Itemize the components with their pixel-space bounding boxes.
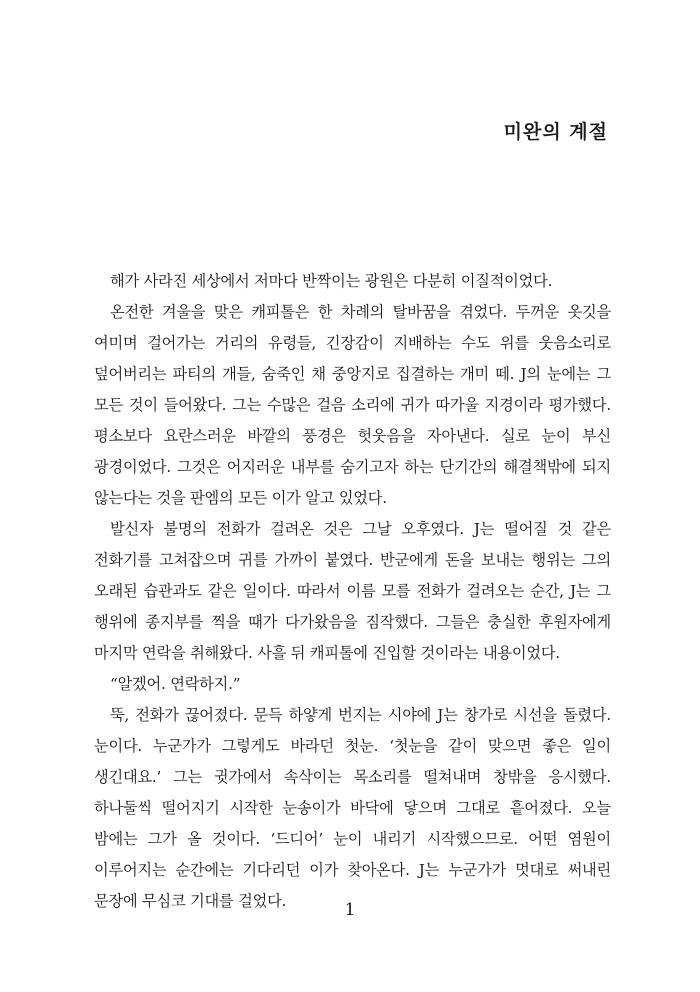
dialogue-line: “알겠어. 연락하지.” <box>110 675 241 693</box>
page-number: 1 <box>344 900 356 920</box>
paragraph: 뚝, 전화가 끊어졌다. 문득 하얗게 번지는 시야에 J는 창가로 시선을 돌렸다. 눈이다. 누군가가 그렇게도 바라던 첫눈. ‘첫눈을 같이 맞으면 좋은 일이 생긴대요.’ 그는 귓가에서 속삭이는 목소리를 떨쳐내며 창밖을 응시했다. 하나둘씩 떨어지기 시작한 눈송이가 바닥에 닿으며 그대로 흩어졌다. 오늘 밤에는 그가 올 것이다. ‘드디어’ 눈이 내리기 시작했으므로. 어떤 염원이 이루어지는 순간에는 기다리던 이가 찾아온다. J는 누군가가 멋대로 써내린 문장에 무심코 기대를 걸었다. <box>94 706 611 910</box>
paragraph: 발신자 불명의 전화가 걸려온 것은 그날 오후였다. J는 떨어질 것 같은 전화기를 고쳐잡으며 귀를 가까이 붙였다. 반군에게 돈을 보내는 행위는 그의 오래된 습관과도 같은 일이다. 따라서 이름 모를 전화가 걸려오는 순간, J는 그 행위에 종지부를 찍을 때가 다가왔음을 짐작했다. 그들은 충실한 후원자에게 마지막 연락을 취해왔다. 사흘 뒤 캐피톨에 진입할 것이라는 내용이었다. <box>94 520 611 662</box>
body-text <box>94 266 611 917</box>
paragraph: 온전한 겨울을 맞은 캐피톨은 한 차례의 탈바꿈을 겪었다. 두꺼운 옷깃을 여미며 걸어가는 거리의 유령들, 긴장감이 지배하는 수도 위를 웃음소리로 덮어버리는 파티의 개들, 숨죽인 채 중앙지로 집결하는 개미 떼. J의 눈에는 그 모든 것이 들어왔다. 그는 수많은 걸음 소리에 귀가 따가울 지경이라 평가했다. 평소보다 요란스러운 바깥의 풍경은 헛웃음을 자아낸다. 실로 눈이 부신 광경이었다. 그것은 어지러운 내부를 숨기고자 하는 단기간의 해결책밖에 되지 않는다는 것을 판엠의 모든 이가 알고 있었다. <box>94 303 611 507</box>
chapter-title: 미완의 계절 <box>503 121 608 143</box>
paragraph: 해가 사라진 세상에서 저마다 반짝이는 광원은 다분히 이질적이었다. <box>110 272 553 290</box>
